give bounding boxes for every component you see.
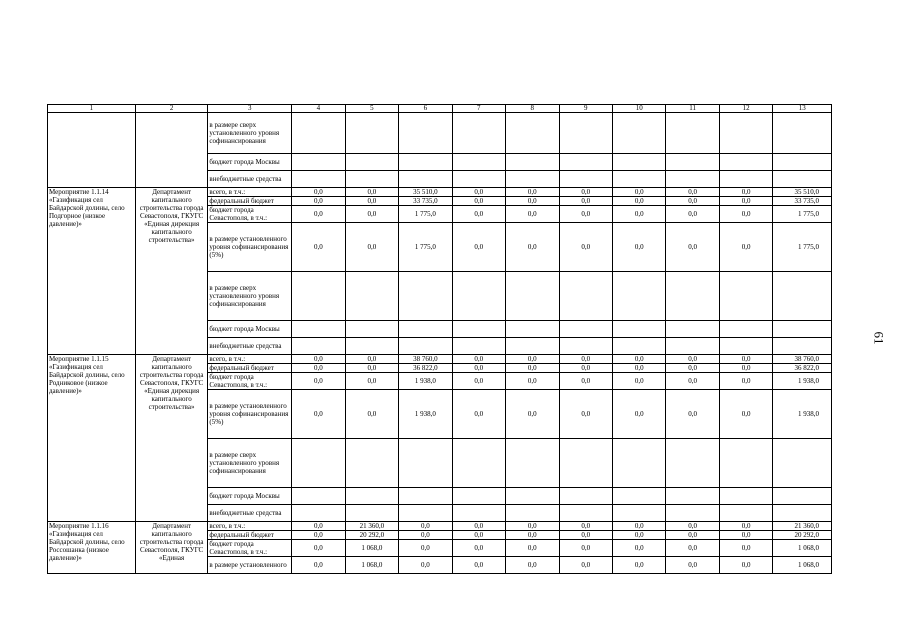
value-cell: 1 938,0 bbox=[399, 390, 452, 439]
value-cell: 36 822,0 bbox=[399, 364, 452, 373]
value-cell: 0,0 bbox=[506, 206, 559, 223]
value-cell bbox=[666, 321, 719, 338]
value-cell: 0,0 bbox=[559, 373, 612, 390]
value-cell: 0,0 bbox=[345, 390, 398, 439]
value-cell bbox=[345, 321, 398, 338]
value-cell: 0,0 bbox=[292, 206, 345, 223]
value-cell bbox=[399, 321, 452, 338]
value-cell: 0,0 bbox=[666, 206, 719, 223]
value-cell: 0,0 bbox=[506, 390, 559, 439]
value-cell: 0,0 bbox=[506, 364, 559, 373]
value-cell: 0,0 bbox=[399, 540, 452, 557]
value-cell bbox=[612, 321, 665, 338]
value-cell bbox=[612, 488, 665, 505]
value-cell: 0,0 bbox=[666, 355, 719, 364]
value-cell: 0,0 bbox=[292, 373, 345, 390]
value-cell: 21 360,0 bbox=[345, 522, 398, 531]
value-cell bbox=[719, 272, 772, 321]
value-cell bbox=[719, 338, 772, 355]
header-cell: 7 bbox=[452, 105, 505, 113]
value-cell: 0,0 bbox=[612, 373, 665, 390]
value-cell: 0,0 bbox=[666, 373, 719, 390]
value-cell: 1 775,0 bbox=[773, 206, 832, 223]
value-cell: 1 068,0 bbox=[773, 540, 832, 557]
value-cell: 0,0 bbox=[452, 540, 505, 557]
value-cell: 0,0 bbox=[559, 188, 612, 197]
value-cell: 0,0 bbox=[719, 364, 772, 373]
value-cell: 0,0 bbox=[452, 557, 505, 574]
value-cell bbox=[452, 113, 505, 154]
value-cell bbox=[452, 154, 505, 171]
table-row bbox=[48, 113, 832, 154]
value-cell: 0,0 bbox=[559, 390, 612, 439]
value-cell: 20 292,0 bbox=[773, 531, 832, 540]
value-cell: 0,0 bbox=[719, 355, 772, 364]
value-cell bbox=[506, 154, 559, 171]
value-cell bbox=[719, 439, 772, 488]
value-cell bbox=[719, 113, 772, 154]
value-cell: 0,0 bbox=[345, 188, 398, 197]
value-cell bbox=[399, 113, 452, 154]
value-cell: 1 068,0 bbox=[773, 557, 832, 574]
value-cell bbox=[559, 488, 612, 505]
value-cell bbox=[452, 272, 505, 321]
value-cell bbox=[506, 505, 559, 522]
value-cell: 1 938,0 bbox=[773, 373, 832, 390]
funding-source-label: федеральный бюджет bbox=[208, 531, 292, 540]
value-cell bbox=[612, 171, 665, 188]
value-cell bbox=[292, 439, 345, 488]
header-cell: 9 bbox=[559, 105, 612, 113]
value-cell: 0,0 bbox=[719, 522, 772, 531]
value-cell: 0,0 bbox=[719, 531, 772, 540]
value-cell: 0,0 bbox=[452, 206, 505, 223]
value-cell: 0,0 bbox=[399, 557, 452, 574]
value-cell bbox=[612, 113, 665, 154]
value-cell bbox=[719, 154, 772, 171]
funding-source-label: внебюджетные средства bbox=[208, 338, 292, 355]
value-cell bbox=[666, 171, 719, 188]
value-cell bbox=[292, 171, 345, 188]
funding-source-label: всего, в т.ч.: bbox=[208, 188, 292, 197]
value-cell: 0,0 bbox=[506, 223, 559, 272]
value-cell bbox=[612, 439, 665, 488]
value-cell: 0,0 bbox=[399, 531, 452, 540]
funding-source-label: бюджет города Севастополя, в т.ч.: bbox=[208, 373, 292, 390]
budget-table bbox=[47, 104, 832, 574]
value-cell bbox=[292, 488, 345, 505]
value-cell: 0,0 bbox=[452, 531, 505, 540]
value-cell: 0,0 bbox=[612, 540, 665, 557]
value-cell bbox=[612, 338, 665, 355]
value-cell bbox=[559, 505, 612, 522]
value-cell bbox=[719, 488, 772, 505]
value-cell bbox=[399, 171, 452, 188]
value-cell: 0,0 bbox=[506, 188, 559, 197]
table-row bbox=[48, 522, 832, 531]
table-row bbox=[48, 188, 832, 197]
value-cell: 35 510,0 bbox=[773, 188, 832, 197]
value-cell bbox=[345, 505, 398, 522]
value-cell: 0,0 bbox=[666, 188, 719, 197]
value-cell: 0,0 bbox=[559, 355, 612, 364]
header-cell: 4 bbox=[292, 105, 345, 113]
value-cell bbox=[773, 154, 832, 171]
value-cell: 1 775,0 bbox=[399, 223, 452, 272]
value-cell: 0,0 bbox=[292, 540, 345, 557]
header-cell: 10 bbox=[612, 105, 665, 113]
value-cell bbox=[773, 113, 832, 154]
value-cell bbox=[559, 439, 612, 488]
value-cell bbox=[399, 439, 452, 488]
value-cell bbox=[292, 505, 345, 522]
value-cell bbox=[719, 171, 772, 188]
value-cell: 0,0 bbox=[719, 206, 772, 223]
value-cell bbox=[292, 272, 345, 321]
value-cell bbox=[345, 439, 398, 488]
value-cell bbox=[399, 505, 452, 522]
value-cell: 0,0 bbox=[292, 355, 345, 364]
header-cell: 13 bbox=[773, 105, 832, 113]
value-cell bbox=[292, 113, 345, 154]
value-cell bbox=[399, 488, 452, 505]
value-cell: 0,0 bbox=[559, 522, 612, 531]
value-cell bbox=[666, 113, 719, 154]
executor-cell bbox=[135, 113, 208, 188]
value-cell: 0,0 bbox=[345, 197, 398, 206]
funding-source-label: федеральный бюджет bbox=[208, 364, 292, 373]
value-cell: 0,0 bbox=[506, 522, 559, 531]
funding-source-label: внебюджетные средства bbox=[208, 171, 292, 188]
value-cell bbox=[559, 321, 612, 338]
value-cell: 1 938,0 bbox=[773, 390, 832, 439]
value-cell: 0,0 bbox=[452, 355, 505, 364]
header-cell: 3 bbox=[208, 105, 292, 113]
value-cell: 0,0 bbox=[719, 373, 772, 390]
funding-source-label: всего, в т.ч.: bbox=[208, 355, 292, 364]
value-cell: 0,0 bbox=[292, 223, 345, 272]
header-cell: 2 bbox=[135, 105, 208, 113]
value-cell bbox=[345, 272, 398, 321]
value-cell bbox=[719, 505, 772, 522]
value-cell bbox=[345, 171, 398, 188]
value-cell: 36 822,0 bbox=[773, 364, 832, 373]
value-cell bbox=[399, 338, 452, 355]
value-cell bbox=[345, 338, 398, 355]
value-cell: 0,0 bbox=[292, 197, 345, 206]
value-cell bbox=[559, 338, 612, 355]
value-cell bbox=[666, 338, 719, 355]
measure-name: Мероприятие 1.1.14 «Газификация сел Байдарской долины, село Подгорное (низкое давление)» bbox=[48, 188, 136, 355]
funding-source-label: бюджет города Москвы bbox=[208, 321, 292, 338]
value-cell bbox=[612, 154, 665, 171]
funding-source-label: в размере сверх установленного уровня софинансирования bbox=[208, 113, 292, 154]
value-cell: 0,0 bbox=[506, 531, 559, 540]
value-cell: 0,0 bbox=[719, 390, 772, 439]
funding-source-label: в размере сверх установленного уровня софинансирования bbox=[208, 272, 292, 321]
value-cell bbox=[506, 488, 559, 505]
measure-name: Мероприятие 1.1.15 «Газификация сел Байдарской долины, село Родниковое (низкое давление)» bbox=[48, 355, 136, 522]
value-cell: 0,0 bbox=[719, 223, 772, 272]
value-cell bbox=[506, 171, 559, 188]
value-cell: 0,0 bbox=[292, 364, 345, 373]
value-cell bbox=[292, 154, 345, 171]
value-cell: 0,0 bbox=[612, 223, 665, 272]
value-cell: 0,0 bbox=[612, 355, 665, 364]
value-cell: 0,0 bbox=[452, 364, 505, 373]
value-cell bbox=[773, 505, 832, 522]
header-cell: 11 bbox=[666, 105, 719, 113]
value-cell: 0,0 bbox=[506, 373, 559, 390]
value-cell bbox=[666, 272, 719, 321]
value-cell bbox=[666, 488, 719, 505]
value-cell bbox=[506, 338, 559, 355]
value-cell: 21 360,0 bbox=[773, 522, 832, 531]
value-cell: 38 760,0 bbox=[399, 355, 452, 364]
value-cell: 0,0 bbox=[612, 390, 665, 439]
header-cell: 6 bbox=[399, 105, 452, 113]
value-cell: 0,0 bbox=[345, 206, 398, 223]
value-cell: 0,0 bbox=[559, 540, 612, 557]
value-cell bbox=[345, 154, 398, 171]
value-cell: 0,0 bbox=[719, 188, 772, 197]
value-cell: 0,0 bbox=[612, 188, 665, 197]
value-cell bbox=[773, 488, 832, 505]
value-cell: 0,0 bbox=[452, 188, 505, 197]
value-cell: 0,0 bbox=[719, 540, 772, 557]
value-cell bbox=[773, 439, 832, 488]
value-cell: 1 775,0 bbox=[399, 206, 452, 223]
value-cell bbox=[399, 272, 452, 321]
value-cell bbox=[506, 272, 559, 321]
funding-source-label: бюджет города Севастополя, в т.ч.: bbox=[208, 540, 292, 557]
page-number: 61 bbox=[871, 331, 887, 345]
value-cell bbox=[292, 321, 345, 338]
value-cell: 0,0 bbox=[292, 188, 345, 197]
value-cell: 20 292,0 bbox=[345, 531, 398, 540]
header-row bbox=[48, 105, 832, 113]
value-cell: 0,0 bbox=[292, 557, 345, 574]
value-cell: 0,0 bbox=[666, 557, 719, 574]
value-cell: 0,0 bbox=[292, 531, 345, 540]
value-cell bbox=[452, 171, 505, 188]
value-cell: 0,0 bbox=[559, 206, 612, 223]
value-cell bbox=[666, 439, 719, 488]
value-cell: 0,0 bbox=[719, 557, 772, 574]
funding-source-label: бюджет города Москвы bbox=[208, 154, 292, 171]
value-cell: 33 735,0 bbox=[399, 197, 452, 206]
value-cell bbox=[452, 488, 505, 505]
value-cell: 0,0 bbox=[612, 531, 665, 540]
executor: Департамент капитального строительства города Севастополя, ГКУГС «Единая bbox=[135, 522, 208, 574]
value-cell bbox=[506, 113, 559, 154]
value-cell: 0,0 bbox=[345, 373, 398, 390]
value-cell bbox=[559, 154, 612, 171]
value-cell: 0,0 bbox=[559, 223, 612, 272]
executor: Департамент капитального строительства города Севастополя, ГКУГС «Единая дирекция капитального строительства» bbox=[135, 355, 208, 522]
value-cell: 0,0 bbox=[612, 364, 665, 373]
value-cell: 0,0 bbox=[452, 223, 505, 272]
measure-name-cell bbox=[48, 113, 136, 188]
executor: Департамент капитального строительства города Севастополя, ГКУГС «Единая дирекция капитального строительства» bbox=[135, 188, 208, 355]
value-cell bbox=[559, 272, 612, 321]
value-cell: 0,0 bbox=[506, 557, 559, 574]
value-cell: 0,0 bbox=[559, 197, 612, 206]
value-cell: 0,0 bbox=[719, 197, 772, 206]
value-cell: 0,0 bbox=[506, 540, 559, 557]
value-cell: 0,0 bbox=[345, 364, 398, 373]
value-cell: 0,0 bbox=[666, 531, 719, 540]
value-cell bbox=[559, 171, 612, 188]
header-cell: 1 bbox=[48, 105, 136, 113]
value-cell bbox=[345, 488, 398, 505]
value-cell: 38 760,0 bbox=[773, 355, 832, 364]
value-cell: 0,0 bbox=[452, 373, 505, 390]
value-cell: 1 068,0 bbox=[345, 540, 398, 557]
funding-source-label: в размере установленного уровня софинансирования (5%) bbox=[208, 223, 292, 272]
value-cell: 1 775,0 bbox=[773, 223, 832, 272]
funding-source-label: в размере установленного уровня софинансирования (5%) bbox=[208, 390, 292, 439]
value-cell bbox=[452, 338, 505, 355]
value-cell: 0,0 bbox=[612, 557, 665, 574]
value-cell bbox=[452, 439, 505, 488]
value-cell bbox=[559, 113, 612, 154]
table-row bbox=[48, 355, 832, 364]
value-cell bbox=[452, 321, 505, 338]
funding-source-label: бюджет города Севастополя, в т.ч.: bbox=[208, 206, 292, 223]
value-cell: 0,0 bbox=[506, 197, 559, 206]
funding-source-label: в размере сверх установленного уровня софинансирования bbox=[208, 439, 292, 488]
value-cell: 0,0 bbox=[612, 206, 665, 223]
value-cell: 0,0 bbox=[559, 531, 612, 540]
value-cell: 0,0 bbox=[292, 390, 345, 439]
value-cell: 0,0 bbox=[559, 557, 612, 574]
funding-source-label: всего, в т.ч.: bbox=[208, 522, 292, 531]
header-cell: 12 bbox=[719, 105, 772, 113]
header-cell: 8 bbox=[506, 105, 559, 113]
value-cell: 0,0 bbox=[666, 390, 719, 439]
value-cell bbox=[773, 171, 832, 188]
value-cell: 0,0 bbox=[666, 364, 719, 373]
value-cell bbox=[345, 113, 398, 154]
value-cell: 1 068,0 bbox=[345, 557, 398, 574]
value-cell: 0,0 bbox=[666, 223, 719, 272]
value-cell: 0,0 bbox=[292, 522, 345, 531]
value-cell bbox=[719, 321, 772, 338]
value-cell: 0,0 bbox=[559, 364, 612, 373]
value-cell: 0,0 bbox=[452, 197, 505, 206]
value-cell bbox=[773, 272, 832, 321]
value-cell bbox=[506, 321, 559, 338]
value-cell bbox=[292, 338, 345, 355]
value-cell: 0,0 bbox=[452, 522, 505, 531]
value-cell bbox=[773, 338, 832, 355]
value-cell: 0,0 bbox=[452, 390, 505, 439]
value-cell: 0,0 bbox=[666, 540, 719, 557]
header-cell: 5 bbox=[345, 105, 398, 113]
value-cell: 0,0 bbox=[399, 522, 452, 531]
value-cell: 1 938,0 bbox=[399, 373, 452, 390]
value-cell bbox=[666, 505, 719, 522]
value-cell bbox=[399, 154, 452, 171]
funding-source-label: бюджет города Москвы bbox=[208, 488, 292, 505]
funding-source-label: в размере установленного bbox=[208, 557, 292, 574]
value-cell bbox=[452, 505, 505, 522]
value-cell bbox=[612, 505, 665, 522]
value-cell: 0,0 bbox=[506, 355, 559, 364]
value-cell: 0,0 bbox=[612, 522, 665, 531]
value-cell: 0,0 bbox=[345, 355, 398, 364]
value-cell: 35 510,0 bbox=[399, 188, 452, 197]
value-cell: 0,0 bbox=[666, 197, 719, 206]
value-cell: 0,0 bbox=[612, 197, 665, 206]
value-cell bbox=[773, 321, 832, 338]
value-cell bbox=[506, 439, 559, 488]
funding-source-label: внебюджетные средства bbox=[208, 505, 292, 522]
value-cell: 0,0 bbox=[345, 223, 398, 272]
value-cell bbox=[612, 272, 665, 321]
value-cell bbox=[666, 154, 719, 171]
measure-name: Мероприятие 1.1.16 «Газификация сел Байдарской долины, село Россошанка (низкое давление)» bbox=[48, 522, 136, 574]
funding-source-label: федеральный бюджет bbox=[208, 197, 292, 206]
value-cell: 0,0 bbox=[666, 522, 719, 531]
value-cell: 33 735,0 bbox=[773, 197, 832, 206]
